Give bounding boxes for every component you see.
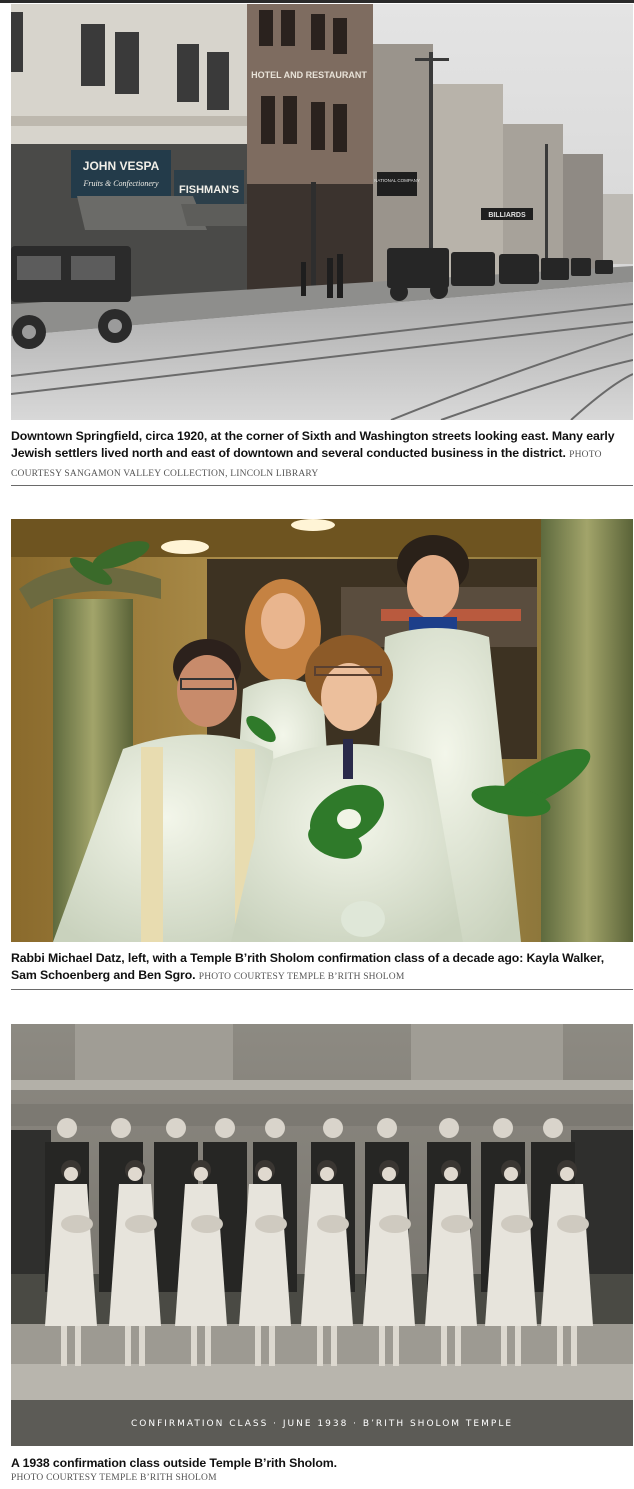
legs — [255, 1326, 261, 1366]
front-row-face — [560, 1167, 574, 1181]
legs — [205, 1326, 211, 1366]
legs — [61, 1326, 67, 1366]
bouquet — [125, 1215, 157, 1233]
legs — [379, 1326, 385, 1366]
back-row-head — [166, 1118, 186, 1138]
bouquet — [557, 1215, 589, 1233]
photo2-credit: PHOTO COURTESY TEMPLE B’RITH SHOLOM — [198, 972, 405, 982]
bouquet — [255, 1215, 287, 1233]
back-row-head — [377, 1118, 397, 1138]
back-row-head — [323, 1118, 343, 1138]
front-row-face — [194, 1167, 208, 1181]
legs — [269, 1326, 275, 1366]
legs — [455, 1326, 461, 1366]
front-row-face — [64, 1167, 78, 1181]
front-row-face — [320, 1167, 334, 1181]
back-row-head — [543, 1118, 563, 1138]
photo3-caption-text: A 1938 confirmation class outside Temple B’rith Sholom. — [11, 1456, 337, 1470]
billiards-sign: BILLIARDS — [488, 212, 526, 219]
back-row-head — [57, 1118, 77, 1138]
legs — [139, 1326, 145, 1366]
photo-inscription: CONFIRMATION CLASS · JUNE 1938 · B’RITH SHOLOM TEMPLE — [130, 1419, 514, 1429]
photo1-credit: PHOTO COURTESY SANGAMON VALLEY COLLECTION, LINCOLN LIBRARY — [11, 450, 602, 479]
vespa-sign-line1: JOHN VESPA — [82, 159, 160, 173]
bouquet — [501, 1215, 533, 1233]
bouquet — [61, 1215, 93, 1233]
legs — [317, 1326, 323, 1366]
front-row-face — [504, 1167, 518, 1181]
top-rule — [0, 0, 634, 3]
front-row-face — [444, 1167, 458, 1181]
bouquet — [191, 1215, 223, 1233]
photo2-caption-text: Rabbi Michael Datz, left, with a Temple B’rith Sholom confirmation class of a decade ago: Kayla Walker, Sam Schoenberg and Ben Sgro. — [11, 951, 605, 982]
national-sign: NATIONAL COMPANY — [374, 178, 420, 183]
downtown-springfield-photo — [11, 4, 633, 420]
photo3-caption — [11, 1455, 631, 1485]
legs — [557, 1326, 563, 1366]
back-row-head — [215, 1118, 235, 1138]
legs — [75, 1326, 81, 1366]
front-row-face — [382, 1167, 396, 1181]
divider-rule — [11, 989, 633, 990]
legs — [515, 1326, 521, 1366]
class-1938-photo — [11, 1024, 633, 1446]
fishman-sign: FISHMAN'S — [178, 184, 240, 196]
confirmation-class-photo — [11, 519, 633, 942]
legs — [331, 1326, 337, 1366]
photo1-caption — [11, 428, 631, 483]
legs — [571, 1326, 577, 1366]
back-row-head — [493, 1118, 513, 1138]
legs — [501, 1326, 507, 1366]
legs — [125, 1326, 131, 1366]
front-row-face — [258, 1167, 272, 1181]
legs — [393, 1326, 399, 1366]
photo1-caption-text: Downtown Springfield, circa 1920, at the corner of Sixth and Washington streets looking east. Many early Jewish settlers lived north and east of downtown and several conducted business in the district. — [11, 429, 615, 460]
bouquet — [317, 1215, 349, 1233]
divider-rule — [11, 485, 633, 486]
back-row-head — [111, 1118, 131, 1138]
photo2-caption — [11, 950, 631, 986]
photo3-credit: PHOTO COURTESY TEMPLE B’RITH SHOLOM — [11, 1473, 217, 1483]
legs — [441, 1326, 447, 1366]
bouquet — [441, 1215, 473, 1233]
hotel-sign: HOTEL AND RESTAURANT — [251, 70, 367, 80]
back-row-head — [439, 1118, 459, 1138]
bouquet — [379, 1215, 411, 1233]
back-row-head — [265, 1118, 285, 1138]
legs — [191, 1326, 197, 1366]
front-row-face — [128, 1167, 142, 1181]
vespa-sign-line2: Fruits & Confectionery — [83, 179, 159, 188]
